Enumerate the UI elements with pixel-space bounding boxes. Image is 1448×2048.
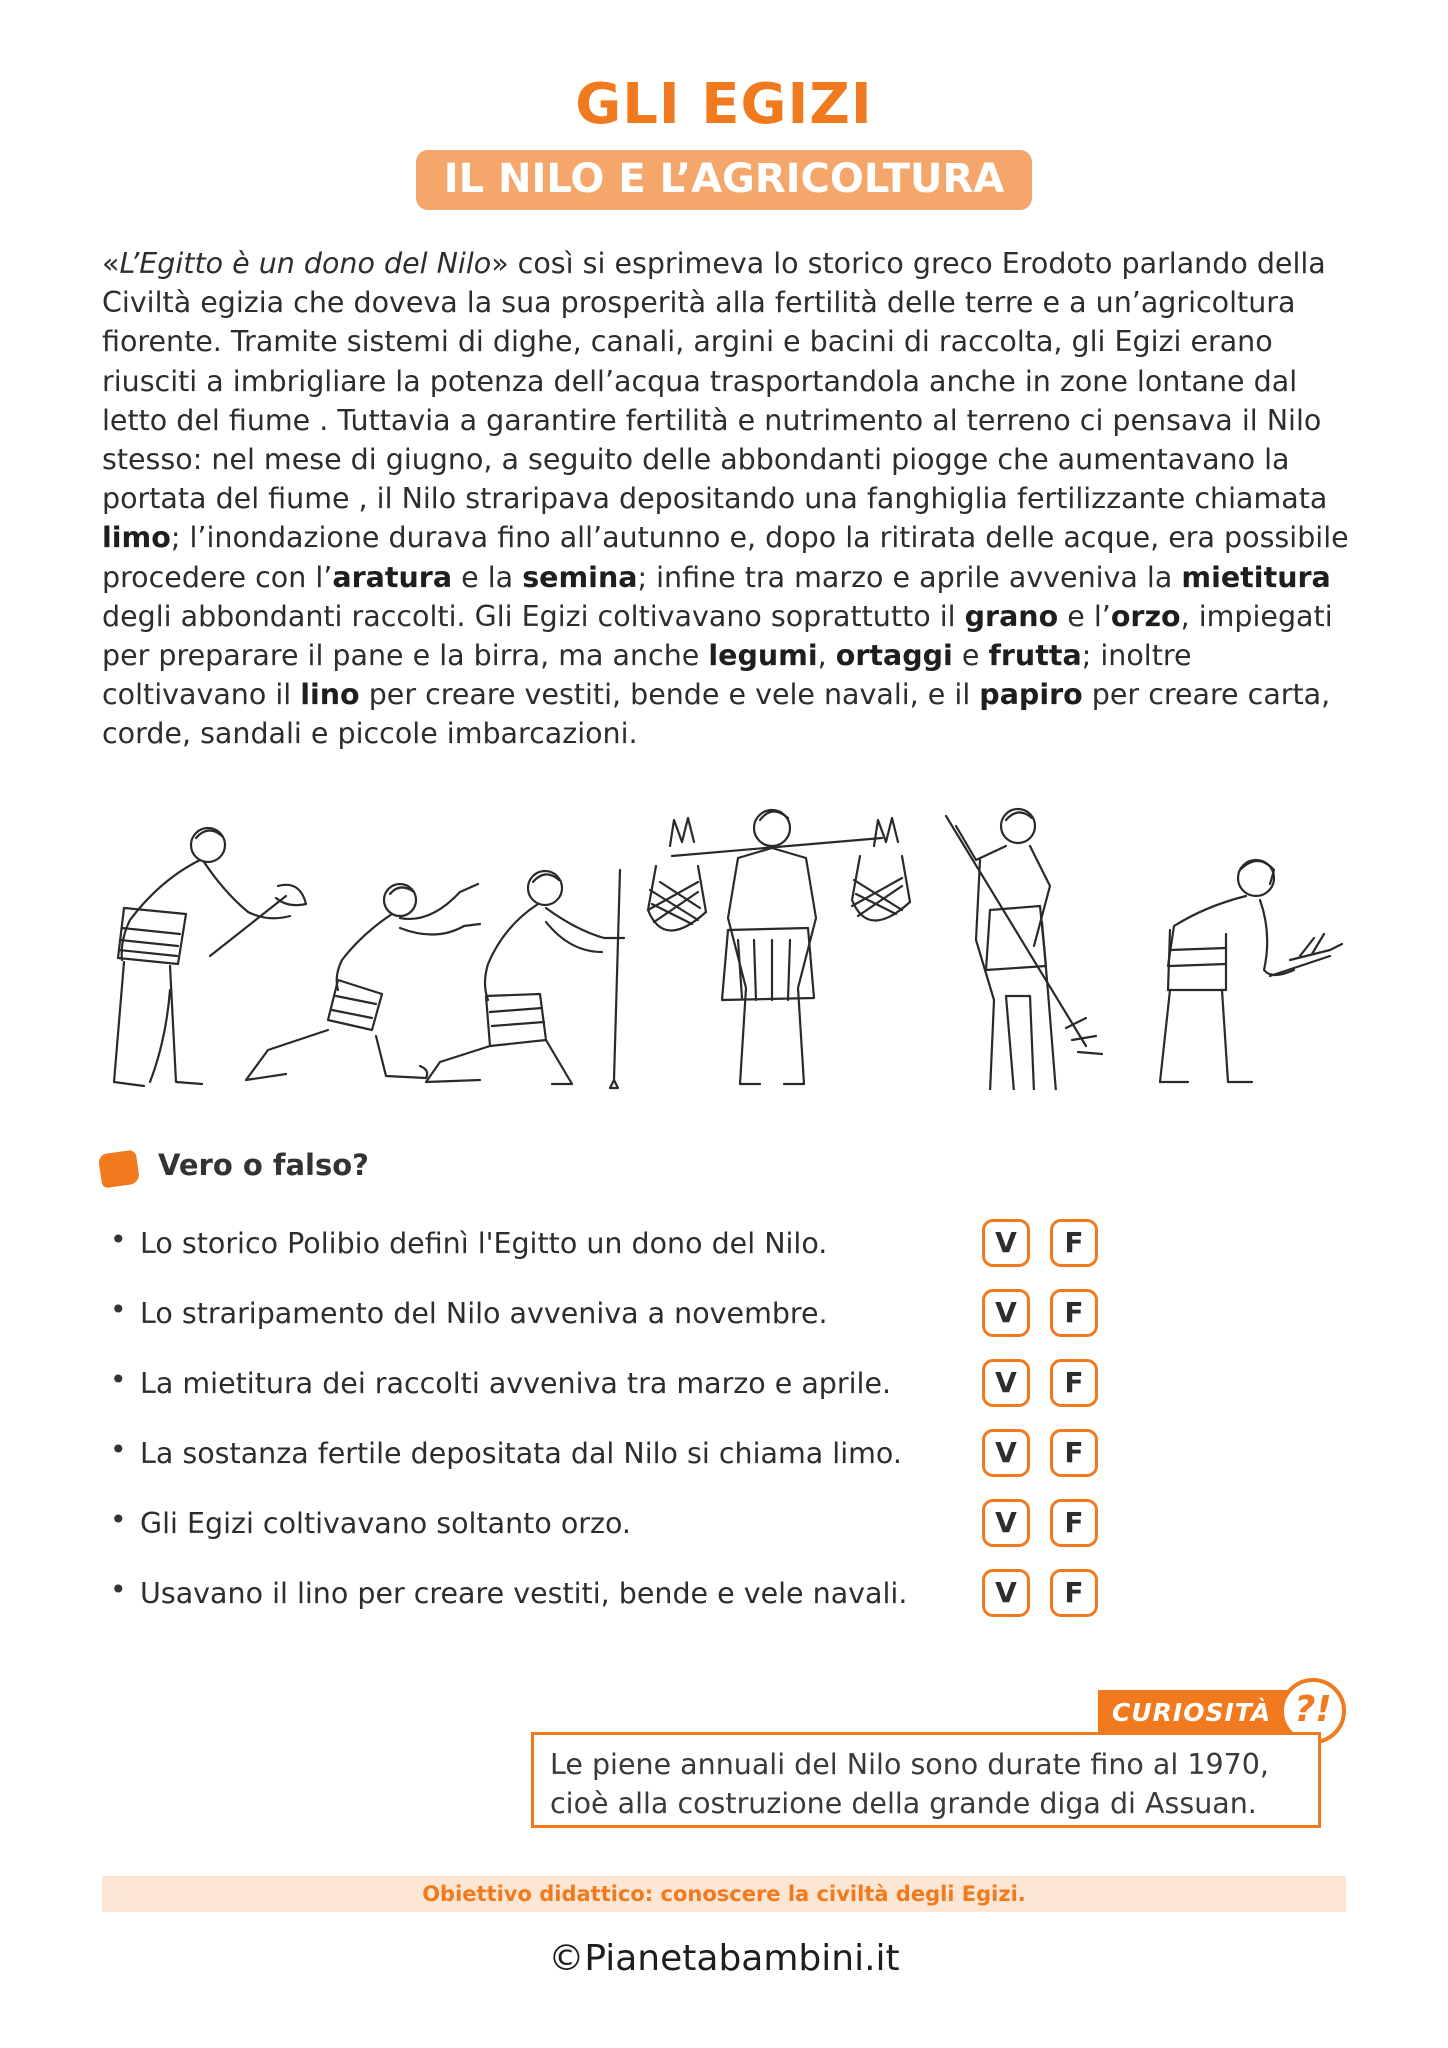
true-false-item (110, 1355, 1110, 1425)
intro-keyword: lino (300, 678, 360, 712)
intro-text-run: , impiegati per preparare il pane e la birra, ma anche (102, 599, 1333, 673)
bullet: • (110, 1503, 127, 1536)
intro-keyword: aratura (332, 560, 453, 594)
true-checkbox[interactable]: V (982, 1499, 1030, 1547)
statement-text: La mietitura dei raccolti avveniva tra marzo e aprile. (140, 1367, 892, 1400)
intro-keyword: ortaggi (835, 639, 953, 673)
intro-text-run: per creare vestiti, bende e vele navali, e il (359, 678, 980, 712)
intro-text-run: » così si esprimeva lo storico greco Erodoto parlando della Civiltà egizia che doveva la sua prosperità alla fertilità delle terre e a un’agricoltura fiorente. Tramite sistemi di dighe, canali, argini e bacini di raccolta, gli Egizi erano riusciti a imbrigliare la potenza dell’acqua trasportandola anche in zone lontane dal letto del fiume . Tuttavia a garantire fertilità e nutrimento al terreno ci pensava il Nilo stesso: nel mese di giugno, a seguito delle abbondanti piogge che aumentavano la portata del fiume , il Nilo straripava depositando una fanghiglia fertilizzante chiamata (102, 247, 1328, 516)
true-checkbox[interactable]: V (982, 1289, 1030, 1337)
true-false-item (110, 1425, 1110, 1495)
intro-text-run: per creare carta, corde, sandali e piccole imbarcazioni. (102, 678, 1331, 751)
statement-text: Gli Egizi coltivavano soltanto orzo. (140, 1507, 631, 1540)
kneeling-staff-figure (426, 870, 624, 1088)
intro-keyword: grano (964, 599, 1059, 633)
intro-text-run: , (817, 639, 836, 673)
orange-marker-icon (98, 1150, 140, 1189)
false-checkbox[interactable]: F (1050, 1429, 1098, 1477)
footer-copyright: ©Pianetabambini.it (548, 1938, 900, 1979)
subtitle-banner (0, 150, 1448, 210)
intro-text-run: e la (452, 560, 523, 594)
statement-text: Usavano il lino per creare vestiti, bende e vele navali. (140, 1577, 908, 1610)
harvester-figure (1160, 860, 1342, 1082)
curiosity-text-line-2: cioè alla costruzione della grande diga di Assuan. (550, 1787, 1257, 1820)
intro-keyword: papiro (979, 678, 1083, 712)
false-checkbox[interactable]: F (1050, 1219, 1098, 1267)
false-checkbox[interactable]: F (1050, 1289, 1098, 1337)
statement-text: Lo straripamento del Nilo avveniva a novembre. (140, 1297, 828, 1330)
kneeling-sower-figure (246, 884, 480, 1080)
intro-paragraph (102, 244, 1358, 754)
statement-text: La sostanza fertile depositata dal Nilo si chiama limo. (140, 1437, 902, 1470)
intro-text-run: ; l’inondazione durava fino all’autunno e, dopo la ritirata delle acque, era possibile procedere con l’ (102, 521, 1349, 594)
question-exclamation-icon: ?! (1280, 1678, 1346, 1744)
bullet: • (110, 1293, 127, 1326)
true-checkbox[interactable]: V (982, 1219, 1030, 1267)
false-checkbox[interactable]: F (1050, 1499, 1098, 1547)
intro-keyword: mietitura (1181, 560, 1331, 594)
intro-text-run: e (952, 639, 989, 673)
intro-keyword: legumi (708, 639, 818, 673)
intro-keyword: orzo (1110, 599, 1181, 633)
true-checkbox[interactable]: V (982, 1359, 1030, 1407)
intro-text-run: « (102, 247, 120, 280)
statement-text: Lo storico Polibio definì l'Egitto un dono del Nilo. (140, 1227, 828, 1260)
intro-text-run: ; inoltre coltivavano il (102, 639, 1192, 712)
false-checkbox[interactable]: F (1050, 1359, 1098, 1407)
intro-keyword: frutta (988, 639, 1082, 673)
intro-text-run: e l’ (1058, 599, 1111, 633)
intro-keyword: limo (102, 521, 171, 555)
egyptian-farmers-illustration (100, 790, 1360, 1090)
intro-text-run: ; infine tra marzo e aprile avveniva la (637, 560, 1182, 594)
curiosity-box (531, 1732, 1321, 1828)
bullet: • (110, 1573, 127, 1606)
intro-text-run: L’Egitto è un dono del Nilo (119, 247, 492, 280)
pitchfork-figure (946, 809, 1102, 1090)
bullet: • (110, 1363, 127, 1396)
true-checkbox[interactable]: V (982, 1429, 1030, 1477)
page-subtitle: IL NILO E L’AGRICOLTURA (416, 150, 1033, 210)
learning-objective: Obiettivo didattico: conoscere la civiltà degli Egizi. (102, 1876, 1346, 1912)
curiosity-label: CURIOSITÀ (1098, 1690, 1289, 1736)
true-checkbox[interactable]: V (982, 1569, 1030, 1617)
true-false-item (110, 1285, 1110, 1355)
page-title: GLI EGIZI (575, 72, 873, 137)
true-false-heading: Vero o falso? (158, 1148, 370, 1182)
intro-text-run: degli abbondanti raccolti. Gli Egizi coltivavano soprattutto il (102, 599, 965, 633)
true-false-item (110, 1215, 1110, 1285)
true-false-item (110, 1565, 1110, 1635)
intro-keyword: semina (522, 560, 638, 594)
false-checkbox[interactable]: F (1050, 1569, 1098, 1617)
bullet: • (110, 1223, 127, 1256)
bullet: • (110, 1433, 127, 1466)
basket-carrier-figure (648, 810, 910, 1084)
curiosity-text-line-1: Le piene annuali del Nilo sono durate fino al 1970, (550, 1748, 1269, 1781)
true-false-item (110, 1495, 1110, 1565)
true-false-list (110, 1215, 1110, 1635)
